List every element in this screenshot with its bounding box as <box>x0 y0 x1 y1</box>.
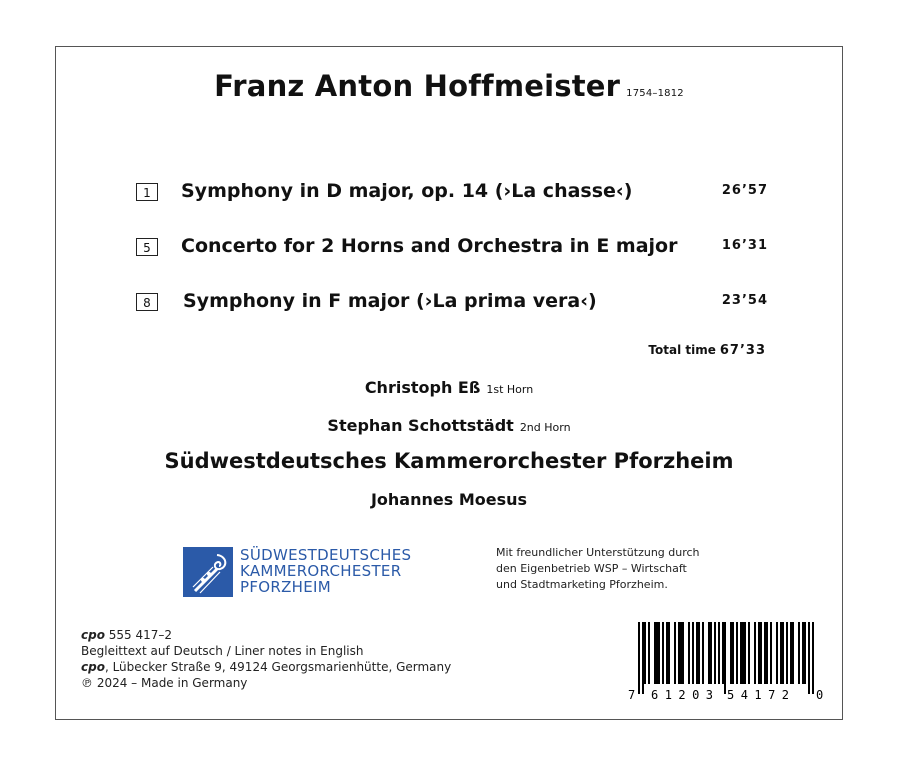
barcode-bar <box>696 622 698 684</box>
track-number: 1 <box>136 183 158 201</box>
barcode-bar <box>642 622 644 694</box>
barcode-bar <box>754 622 756 684</box>
address-line <box>81 659 451 675</box>
track-number: 5 <box>136 238 158 256</box>
track-item <box>136 180 776 210</box>
track-item <box>136 235 776 265</box>
barcode-bar <box>638 622 640 694</box>
barcode-bar <box>732 622 734 684</box>
track-title: Symphony in D major, op. 14 (›La chasse‹) <box>181 180 633 202</box>
barcode-bar <box>780 622 782 684</box>
barcode-bar <box>766 622 768 684</box>
performer <box>56 378 842 397</box>
catalog-line <box>81 627 451 643</box>
barcode-bar <box>776 622 778 684</box>
composer-name: Franz Anton Hoffmeister <box>214 69 621 103</box>
barcode-group-1: 61203 <box>651 688 713 702</box>
barcode-bars <box>638 622 814 694</box>
catalog-number: 555 417–2 <box>108 628 173 642</box>
orchestra-name: Südwestdeutsches Kammerorchester Pforzheim <box>164 449 734 473</box>
barcode <box>626 622 826 702</box>
barcode-bar <box>714 622 716 684</box>
performer <box>56 416 842 435</box>
barcode-bar <box>688 622 690 684</box>
barcode-bar <box>812 622 814 694</box>
barcode-bar <box>644 622 646 684</box>
barcode-bar <box>674 622 676 684</box>
barcode-bar <box>662 622 664 684</box>
track-number: 8 <box>136 293 158 311</box>
barcode-bar <box>764 622 766 684</box>
barcode-bar <box>770 622 772 684</box>
barcode-lead-digit: 7 <box>628 688 636 702</box>
logo-line: PFORZHEIM <box>240 578 332 596</box>
barcode-bar <box>682 622 684 684</box>
logo-text <box>240 547 411 595</box>
logo-line: SÜDWESTDEUTSCHES <box>240 546 412 564</box>
barcode-bar <box>678 622 680 684</box>
barcode-bar <box>758 622 760 684</box>
barcode-bar <box>666 622 668 684</box>
barcode-bar <box>740 622 742 684</box>
barcode-group-2: 54172 <box>727 688 789 702</box>
barcode-bar <box>648 622 650 684</box>
conductor-name: Johannes Moesus <box>370 490 528 509</box>
barcode-bar <box>786 622 788 684</box>
performer-role: 1st Horn <box>486 383 534 396</box>
barcode-bar <box>790 622 792 684</box>
composer-heading <box>56 69 842 103</box>
barcode-bar <box>654 622 656 684</box>
performer-name: Stephan Schottstädt <box>327 416 514 435</box>
track-title: Symphony in F major (›La prima vera‹) <box>183 290 597 312</box>
total-time-value: 67’33 <box>719 343 766 358</box>
support-note <box>496 545 700 593</box>
logo-line: KAMMERORCHESTER <box>240 562 402 580</box>
barcode-bar <box>708 622 710 684</box>
track-duration: 16’31 <box>721 238 768 253</box>
barcode-bar <box>692 622 694 684</box>
barcode-bar <box>668 622 670 684</box>
label-address: , Lübecker Straße 9, 49124 Georgsmarienhütte, Germany <box>104 660 452 674</box>
back-cover <box>55 46 843 720</box>
barcode-bar <box>718 622 720 684</box>
barcode-bar <box>792 622 794 684</box>
barcode-bar <box>798 622 800 684</box>
label-brand: cpo <box>81 628 105 642</box>
composer-years: 1754–1812 <box>626 88 684 99</box>
barcode-bar <box>802 622 804 684</box>
label-info <box>81 627 451 691</box>
copyright: ℗ 2024 – Made in Germany <box>81 676 248 690</box>
label-brand: cpo <box>81 660 105 674</box>
orchestra-logo <box>183 547 428 597</box>
total-time-label: Total time <box>648 343 716 357</box>
track-duration: 26’57 <box>721 183 768 198</box>
barcode-bar <box>744 622 746 684</box>
barcode-bar <box>730 622 732 684</box>
barcode-bar <box>782 622 784 684</box>
barcode-bar <box>804 622 806 684</box>
track-duration: 23’54 <box>721 293 768 308</box>
barcode-bar <box>656 622 658 684</box>
barcode-check-digit: 0 <box>816 688 824 702</box>
support-line: Mit freundlicher Unterstützung durch <box>496 546 700 559</box>
barcode-bar <box>742 622 744 684</box>
barcode-bar <box>808 622 810 694</box>
support-line: und Stadtmarketing Pforzheim. <box>496 578 668 591</box>
barcode-bar <box>736 622 738 684</box>
total-time <box>648 343 766 358</box>
barcode-bar <box>724 622 726 694</box>
barcode-bar <box>698 622 700 684</box>
violin-scroll-icon <box>183 547 233 597</box>
track-item <box>136 290 776 320</box>
barcode-bar <box>722 622 724 684</box>
barcode-bar <box>748 622 750 684</box>
performer-name: Christoph Eß <box>364 378 481 397</box>
barcode-bar <box>702 622 704 684</box>
track-title: Concerto for 2 Horns and Orchestra in E major <box>181 235 678 257</box>
support-line: den Eigenbetrieb WSP – Wirtschaft <box>496 562 687 575</box>
performer-role: 2nd Horn <box>519 421 571 434</box>
liner-notes: Begleittext auf Deutsch / Liner notes in English <box>81 644 364 658</box>
barcode-bar <box>658 622 660 684</box>
barcode-bar <box>680 622 682 684</box>
barcode-bar <box>710 622 712 684</box>
barcode-bar <box>760 622 762 684</box>
